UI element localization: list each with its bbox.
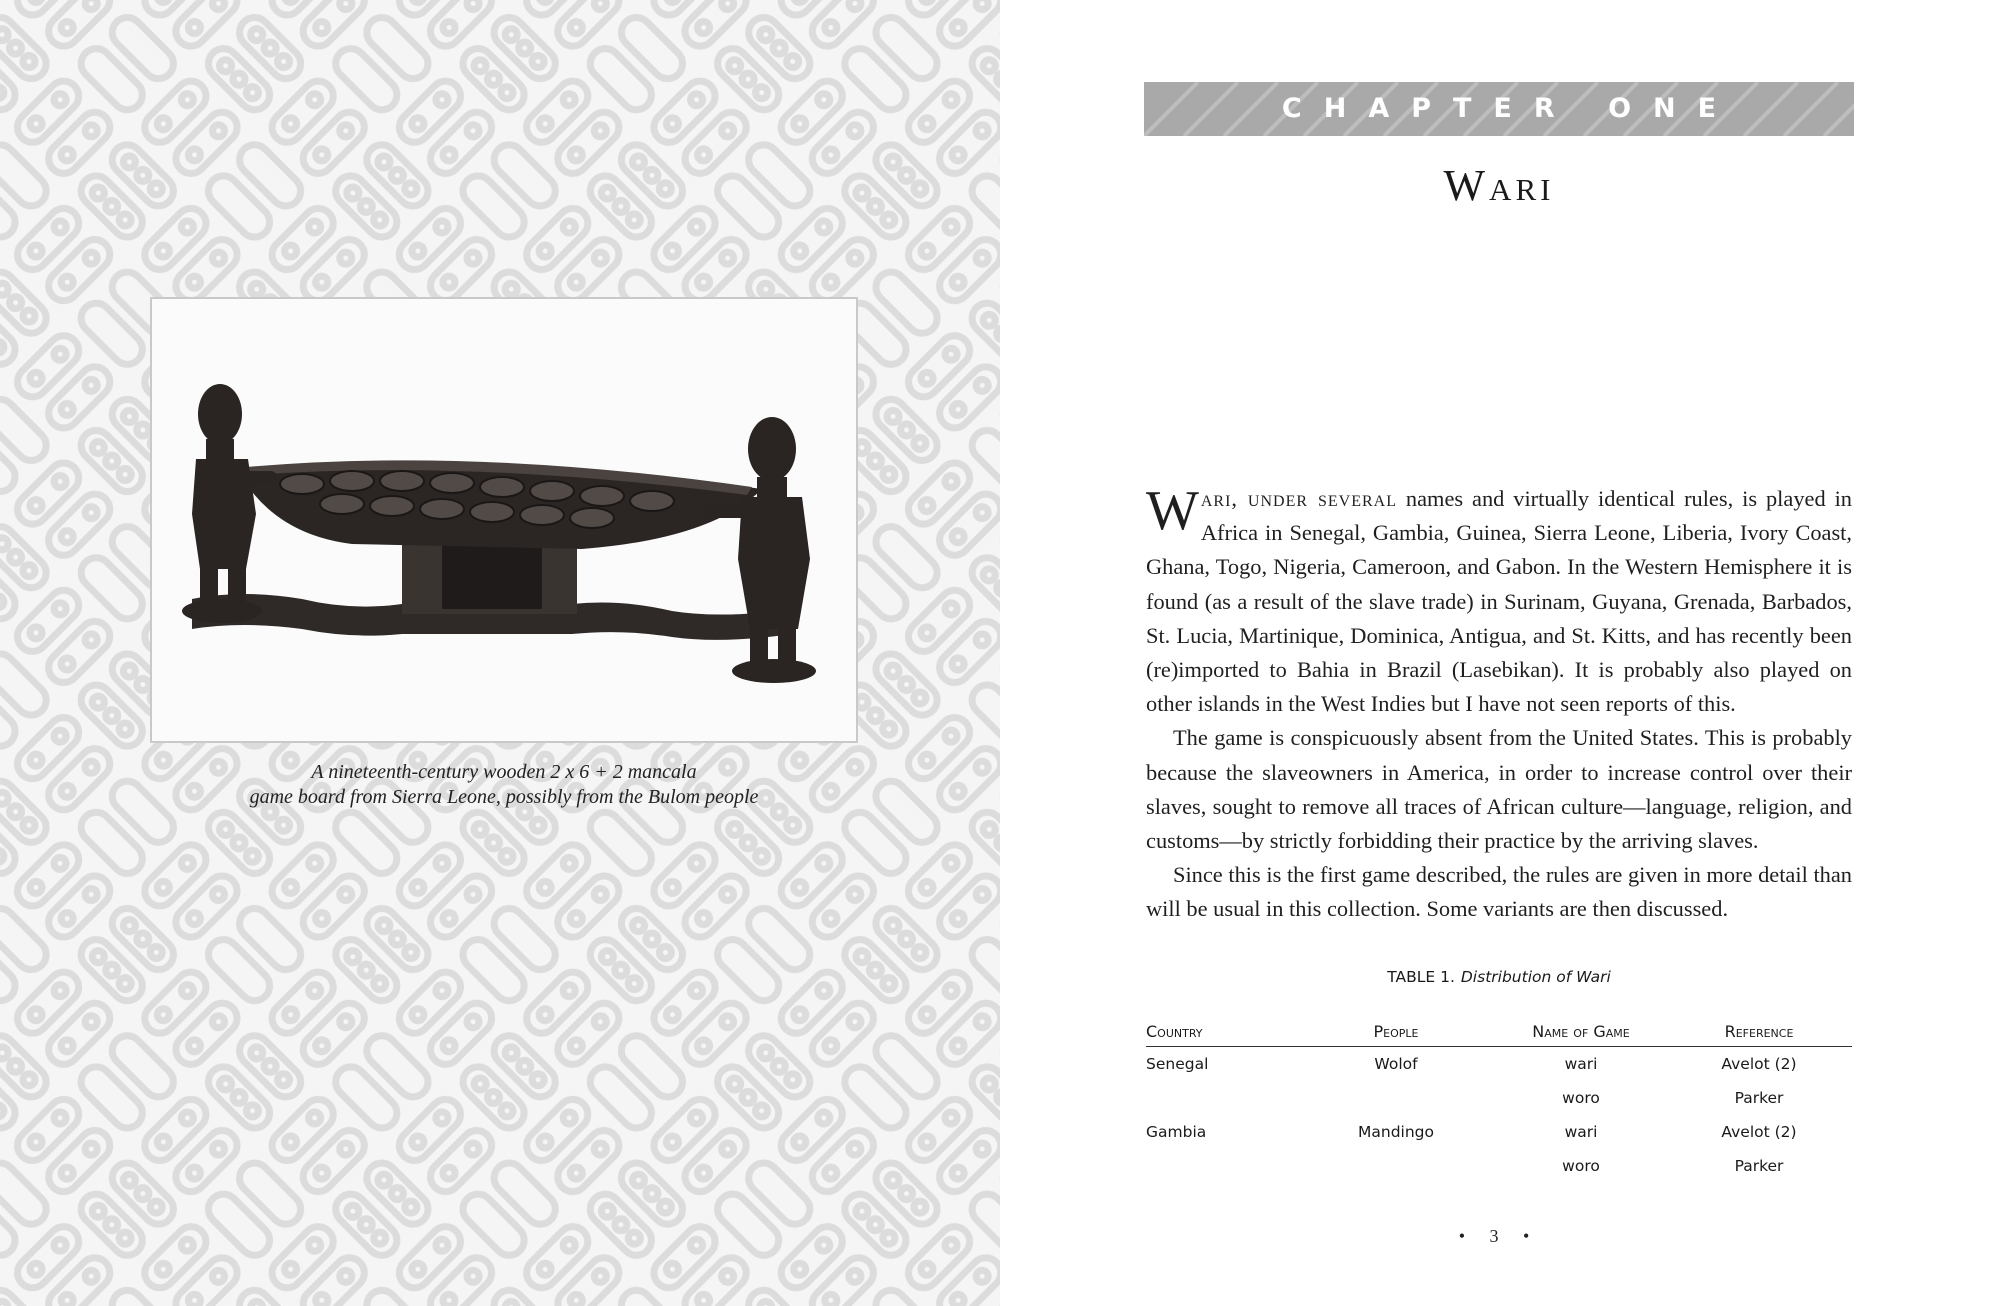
cell-name-of-game: woro <box>1562 1157 1600 1175</box>
table-caption <box>1146 968 1852 986</box>
drop-cap: W <box>1146 480 1199 542</box>
cell-people: Wolof <box>1374 1055 1418 1073</box>
paragraph-2: The game is conspicuously absent from the United States. This is probably because the slaveowners in America, in order to increase control over their slaves, sought to remove all traces of African culture—language, religion, and customs—by strictly forbidding their practice by the arriving slaves. <box>1146 725 1852 854</box>
table-row <box>1146 1115 1852 1149</box>
header-name-of-game: Name of Game <box>1496 1018 1666 1047</box>
chapter-title: Wari <box>1443 161 1555 210</box>
lead-in-smallcaps: ari, under several <box>1200 486 1397 511</box>
paragraph-1-text: names and virtually identical rules, is played in Africa in Senegal, Gambia, Guinea, Sierra Leone, Liberia, Ivory Coast, Ghana, Togo, Nigeria, Cameroon, and Gabon. In the Western Hemisphere it is found (as a result of the slave trade) in Surinam, Guyana, Grenada, Barbados, St. Lucia, Martinique, Dominica, Antigua, and St. Kitts, and has recently been (re)imported to Bahia in Brazil (Lasebikan). It is probably also played on other islands in the West Indies but I have not seen reports of this. <box>1146 486 1852 717</box>
cell-reference: Parker <box>1734 1157 1784 1175</box>
cell-people <box>1296 1149 1496 1183</box>
table-header-row <box>1146 1018 1852 1047</box>
cell-name-of-game: woro <box>1562 1089 1600 1107</box>
mancala-photo <box>150 297 858 743</box>
body-text <box>1146 482 1852 927</box>
paragraph-1 <box>1146 482 1852 721</box>
cell-people: Mandingo <box>1358 1123 1434 1141</box>
cell-country <box>1146 1149 1296 1183</box>
table-row <box>1146 1149 1852 1183</box>
cell-reference: Avelot (2) <box>1721 1055 1797 1073</box>
chapter-banner <box>1144 82 1854 136</box>
cell-country: Senegal <box>1146 1055 1209 1073</box>
header-people: People <box>1296 1018 1496 1047</box>
cell-reference: Avelot (2) <box>1721 1123 1797 1141</box>
photo-caption <box>150 760 858 810</box>
chapter-label: CHAPTER ONE <box>1281 93 1739 124</box>
cell-reference: Parker <box>1734 1089 1784 1107</box>
cell-country: Gambia <box>1146 1123 1207 1141</box>
table-caption-label: TABLE 1. <box>1387 968 1455 986</box>
page-number: • 3 • <box>1458 1226 1540 1246</box>
caption-line-1: A nineteenth-century wooden 2 x 6 + 2 mancala <box>311 761 697 783</box>
cell-name-of-game: wari <box>1564 1123 1598 1141</box>
caption-line-2: game board from Sierra Leone, possibly from the Bulom people <box>249 786 759 808</box>
header-reference: Reference <box>1666 1018 1852 1047</box>
cell-name-of-game: wari <box>1564 1055 1598 1073</box>
cell-people <box>1296 1081 1496 1115</box>
table-row <box>1146 1047 1852 1082</box>
header-country: Country <box>1146 1018 1296 1047</box>
paragraph-3: Since this is the first game described, the rules are given in more detail than will be usual in this collection. Some variants are then discussed. <box>1146 862 1852 922</box>
table-caption-title: Distribution of Wari <box>1460 968 1611 986</box>
cell-country <box>1146 1081 1296 1115</box>
table-row <box>1146 1081 1852 1115</box>
distribution-table <box>1146 1018 1852 1183</box>
